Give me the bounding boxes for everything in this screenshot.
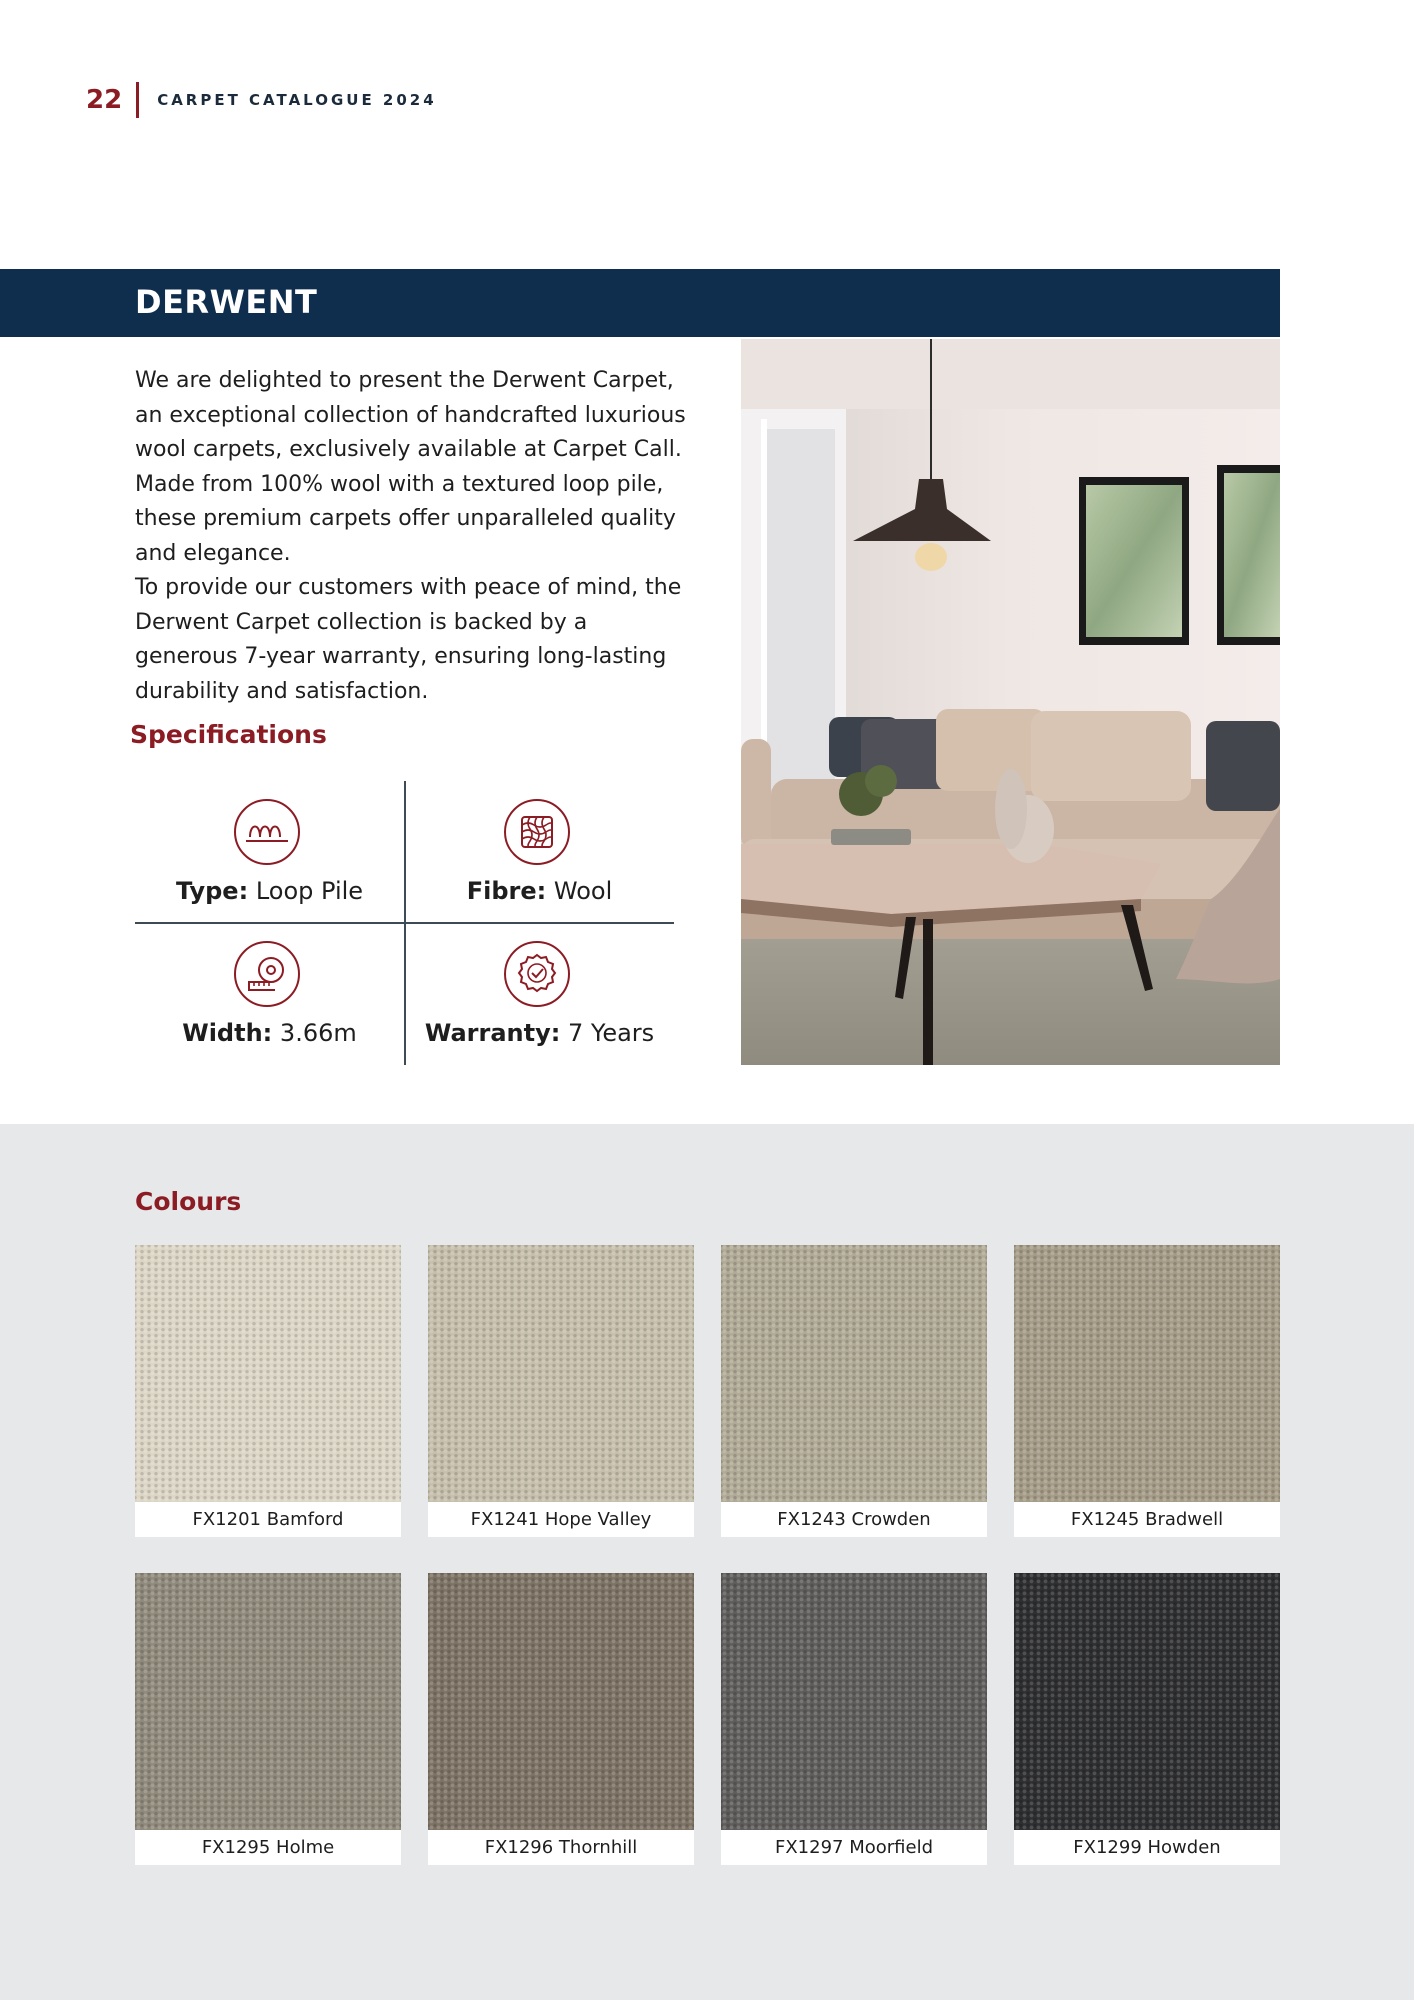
page-number: 22 <box>86 85 123 115</box>
swatch-texture <box>428 1573 694 1830</box>
colours-heading: Colours <box>135 1187 242 1216</box>
swatch-texture <box>721 1245 987 1502</box>
warranty-badge-icon <box>504 941 570 1007</box>
product-title: DERWENT <box>135 283 318 321</box>
spec-width-text: Width: 3.66m <box>182 1019 357 1047</box>
swatch-label: FX1299 Howden <box>1014 1830 1280 1865</box>
swatch-texture <box>135 1245 401 1502</box>
product-banner <box>0 269 1280 337</box>
colour-swatch <box>428 1573 694 1865</box>
specifications-grid <box>135 781 674 1065</box>
living-room-photo <box>741 339 1280 1065</box>
loop-pile-icon <box>234 799 300 865</box>
colour-swatch <box>135 1245 401 1537</box>
description-paragraph-2: To provide our customers with peace of mind, the Derwent Carpet collection is backed by a generous 7-year warranty, ensuring long-lasting durability and satisfaction. <box>135 575 682 704</box>
wool-fibre-icon <box>504 799 570 865</box>
colour-swatch <box>721 1245 987 1537</box>
spec-fibre <box>405 781 674 923</box>
swatch-texture <box>1014 1245 1280 1502</box>
spec-warranty <box>405 923 674 1065</box>
colour-swatch <box>721 1573 987 1865</box>
catalogue-title: CARPET CATALOGUE 2024 <box>157 91 437 109</box>
specifications-heading: Specifications <box>130 720 327 749</box>
product-description <box>135 364 695 709</box>
swatch-label: FX1245 Bradwell <box>1014 1502 1280 1537</box>
swatch-label: FX1295 Holme <box>135 1830 401 1865</box>
swatch-texture <box>428 1245 694 1502</box>
spec-width <box>135 923 404 1065</box>
swatch-texture <box>1014 1573 1280 1830</box>
swatch-label: FX1243 Crowden <box>721 1502 987 1537</box>
colour-swatch <box>135 1573 401 1865</box>
header-divider <box>136 82 139 118</box>
page-header <box>86 83 437 117</box>
spec-type-text: Type: Loop Pile <box>175 877 364 905</box>
spec-type <box>135 781 404 923</box>
swatch-label: FX1201 Bamford <box>135 1502 401 1537</box>
colour-swatch <box>1014 1573 1280 1865</box>
swatch-texture <box>135 1573 401 1830</box>
swatch-label: FX1296 Thornhill <box>428 1830 694 1865</box>
spec-fibre-text: Fibre: Wool <box>466 877 613 905</box>
colour-swatch <box>428 1245 694 1537</box>
description-paragraph-1: We are delighted to present the Derwent Carpet, an exceptional collection of handcrafted luxurious wool carpets, exclusively available at Carpet Call. Made from 100% wool with a textured loop pile, these premium carpets offer unparalleled quality and elegance. <box>135 368 686 566</box>
spec-warranty-text: Warranty: 7 Years <box>424 1019 655 1047</box>
tape-measure-icon <box>234 941 300 1007</box>
swatch-label: FX1241 Hope Valley <box>428 1502 694 1537</box>
swatch-label: FX1297 Moorfield <box>721 1830 987 1865</box>
colour-swatch <box>1014 1245 1280 1537</box>
swatch-texture <box>721 1573 987 1830</box>
